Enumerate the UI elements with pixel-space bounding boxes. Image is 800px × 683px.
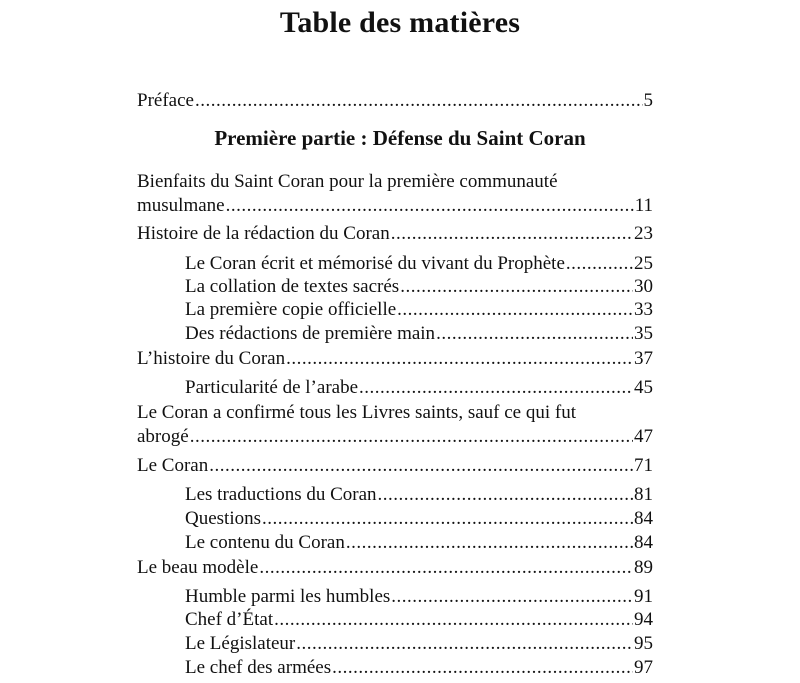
toc-entry-questions[interactable] bbox=[185, 507, 653, 531]
dot-leader bbox=[400, 275, 633, 299]
toc-entry-premiere-copie[interactable] bbox=[185, 298, 653, 322]
toc-page-number: 84 bbox=[634, 508, 653, 529]
toc-entry-label: La collation de textes sacrés bbox=[185, 276, 400, 297]
toc-entry-label: Particularité de l’arabe bbox=[185, 377, 359, 398]
dot-leader bbox=[226, 194, 634, 218]
toc-entry-humble[interactable] bbox=[185, 585, 653, 609]
dot-leader bbox=[566, 252, 633, 276]
page-title: Table des matières bbox=[279, 6, 521, 39]
toc-entry-traductions[interactable] bbox=[185, 483, 653, 507]
toc-entry-histoire-redaction[interactable] bbox=[137, 222, 653, 246]
toc-page-number: 95 bbox=[634, 633, 653, 654]
dot-leader bbox=[332, 656, 633, 680]
toc-entry-label: La première copie officielle bbox=[185, 299, 397, 320]
toc-entry-label-line2: musulmane bbox=[137, 195, 225, 216]
dot-leader bbox=[195, 89, 643, 113]
toc-entry-label: Questions bbox=[185, 508, 261, 529]
toc-entry-label: Le Coran écrit et mémorisé du vivant du Prophète bbox=[185, 253, 565, 274]
dot-leader bbox=[436, 322, 633, 346]
toc-page-number: 94 bbox=[634, 609, 653, 630]
toc-entry-label-line2: abrogé bbox=[137, 426, 189, 447]
dot-leader bbox=[262, 507, 633, 531]
toc-entry-label: L’histoire du Coran bbox=[137, 348, 286, 369]
toc-page-number: 37 bbox=[634, 348, 653, 369]
toc-page-number: 35 bbox=[634, 323, 653, 344]
dot-leader bbox=[190, 425, 633, 449]
toc-entry-label: Humble parmi les humbles bbox=[185, 586, 391, 607]
dot-leader bbox=[209, 454, 633, 478]
dot-leader bbox=[359, 376, 633, 400]
toc-entry-label: Histoire de la rédaction du Coran bbox=[137, 223, 390, 244]
toc-entry-chef-etat[interactable] bbox=[185, 608, 653, 632]
toc-entry-label: Les traductions du Coran bbox=[185, 484, 377, 505]
toc-page-number: 25 bbox=[634, 253, 653, 274]
toc-entry-label: Le contenu du Coran bbox=[185, 532, 345, 553]
toc-entry-particularite[interactable] bbox=[185, 376, 653, 400]
toc-entry-beau-modele[interactable] bbox=[137, 556, 653, 580]
toc-entry-label: Le Coran bbox=[137, 455, 209, 476]
toc-entry-label: Des rédactions de première main bbox=[185, 323, 436, 344]
toc-entry-label: Le beau modèle bbox=[137, 557, 259, 578]
dot-leader bbox=[378, 483, 633, 507]
toc-page-number: 30 bbox=[634, 276, 653, 297]
part-heading: Première partie : Défense du Saint Coran bbox=[214, 126, 586, 150]
toc-entry-label: Chef d’État bbox=[185, 609, 274, 630]
toc-entry-bienfaits[interactable] bbox=[137, 170, 653, 218]
toc-page-number: 33 bbox=[634, 299, 653, 320]
toc-page-number: 81 bbox=[634, 484, 653, 505]
toc-entry-confirme[interactable] bbox=[137, 401, 653, 449]
toc-entry-chef-armees[interactable] bbox=[185, 656, 653, 680]
toc-entry-label-line1: Le Coran a confirmé tous les Livres saints, sauf ce qui fut bbox=[137, 402, 576, 423]
dot-leader bbox=[286, 347, 633, 371]
dot-leader bbox=[391, 222, 633, 246]
toc-entry-label: Préface bbox=[137, 90, 194, 111]
dot-leader bbox=[397, 298, 633, 322]
dot-leader bbox=[259, 556, 633, 580]
toc-page-number: 45 bbox=[634, 377, 653, 398]
toc-page-number: 84 bbox=[634, 532, 653, 553]
toc-entry-label-line1: Bienfaits du Saint Coran pour la première communauté bbox=[137, 171, 558, 192]
toc-entry-histoire-coran[interactable] bbox=[137, 347, 653, 371]
toc-entry-coran-ecrit[interactable] bbox=[185, 252, 653, 276]
dot-leader bbox=[274, 608, 633, 632]
toc-entry-contenu[interactable] bbox=[185, 531, 653, 555]
toc-entry-legislateur[interactable] bbox=[185, 632, 653, 656]
dot-leader bbox=[346, 531, 633, 555]
toc-page-number: 23 bbox=[634, 223, 653, 244]
dot-leader bbox=[391, 585, 633, 609]
toc-page-number: 11 bbox=[634, 195, 653, 216]
toc-page-number: 91 bbox=[634, 586, 653, 607]
toc-page-number: 47 bbox=[634, 426, 653, 447]
toc-entry-le-coran[interactable] bbox=[137, 454, 653, 478]
toc-page-number: 97 bbox=[634, 657, 653, 678]
toc-entry-preface[interactable] bbox=[137, 89, 653, 113]
dot-leader bbox=[296, 632, 633, 656]
toc-entry-label: Le Législateur bbox=[185, 633, 296, 654]
toc-entry-collation[interactable] bbox=[185, 275, 653, 299]
toc-page-number: 89 bbox=[634, 557, 653, 578]
toc-page-number: 5 bbox=[643, 90, 653, 111]
toc-page-number: 71 bbox=[634, 455, 653, 476]
toc-entry-label: Le chef des armées bbox=[185, 657, 332, 678]
toc-entry-redactions[interactable] bbox=[185, 322, 653, 346]
